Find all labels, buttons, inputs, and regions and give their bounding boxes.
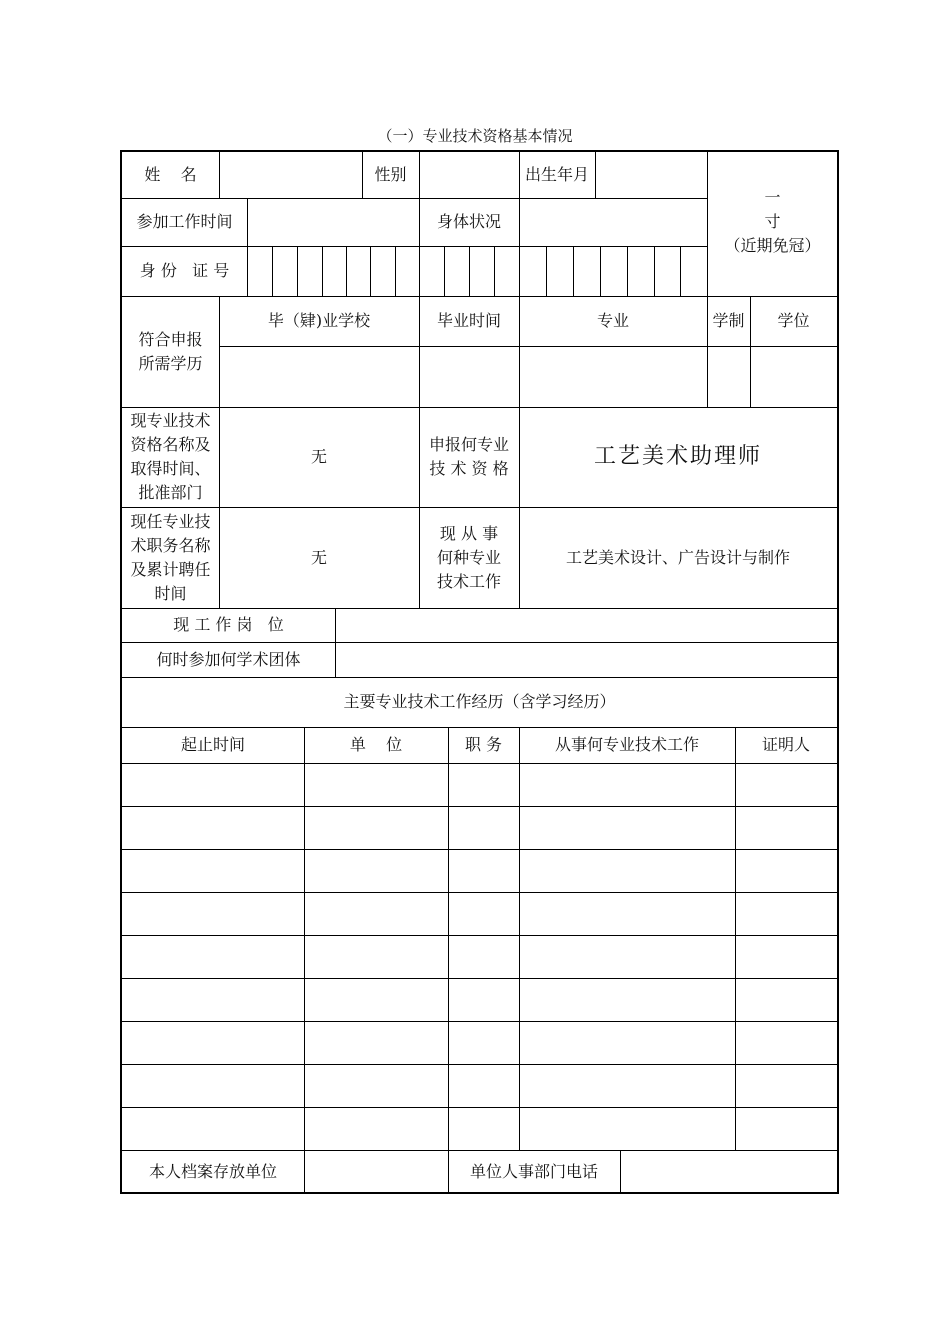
label-birth: 出生年月 <box>524 165 589 184</box>
label-major: 专业 <box>596 311 629 330</box>
form-title: （一）专业技术资格基本情况 <box>377 127 573 145</box>
apply-qualification-value: 工艺美术助理师 <box>593 444 762 469</box>
header-witness: 证明人 <box>761 735 810 754</box>
label-grad-time: 毕业时间 <box>436 311 501 330</box>
label-work-start: 参加工作时间 <box>136 212 233 231</box>
label-apply-qualification: 申报何专业 技 术 资 格 <box>428 435 509 478</box>
current-work-value: 工艺美术设计、广告设计与制作 <box>565 547 790 567</box>
name-field[interactable] <box>220 152 362 198</box>
label-health: 身体状况 <box>436 212 501 231</box>
work-start-field[interactable] <box>248 198 419 246</box>
label-archive: 本人档案存放单位 <box>148 1162 277 1181</box>
archive-field[interactable] <box>305 1150 448 1194</box>
label-name: 姓 名 <box>144 165 197 184</box>
photo-box: 一 寸 （近期免冠） <box>724 188 821 255</box>
birth-field[interactable] <box>596 152 707 198</box>
label-academic: 何时参加何学术团体 <box>156 649 301 669</box>
experience-title: 主要专业技术工作经历（含学习经历） <box>343 692 616 711</box>
header-work: 从事何专业技术工作 <box>554 735 699 754</box>
label-hr-phone: 单位人事部门电话 <box>469 1162 598 1181</box>
label-education: 符合申报 所需学历 <box>138 329 203 373</box>
label-school: 毕（肄)业学校 <box>267 311 371 330</box>
gender-field[interactable] <box>420 152 519 198</box>
position-field[interactable] <box>336 608 837 642</box>
current-qualification-value: 无 <box>310 447 327 466</box>
label-schooling: 学制 <box>712 311 745 330</box>
hr-phone-field[interactable] <box>621 1150 837 1194</box>
header-time: 起止时间 <box>180 735 245 754</box>
header-job: 职 务 <box>464 735 503 754</box>
label-current-work: 现 从 事 何种专业 技术工作 <box>436 523 501 591</box>
academic-field[interactable] <box>336 642 837 677</box>
label-degree: 学位 <box>777 311 810 330</box>
qualification-table <box>120 150 839 1194</box>
label-current-post: 现任专业技 术职务名称 及累计聘任 时间 <box>130 511 211 603</box>
label-id-number: 身 份 证 号 <box>139 261 230 280</box>
current-post-value: 无 <box>310 547 327 567</box>
label-position: 现 工 作 岗 位 <box>173 615 284 634</box>
health-field[interactable] <box>520 198 707 246</box>
label-current-qualification: 现专业技术 资格名称及 取得时间、 批准部门 <box>130 411 211 502</box>
label-gender: 性别 <box>374 165 407 184</box>
header-unit: 单 位 <box>349 735 403 754</box>
